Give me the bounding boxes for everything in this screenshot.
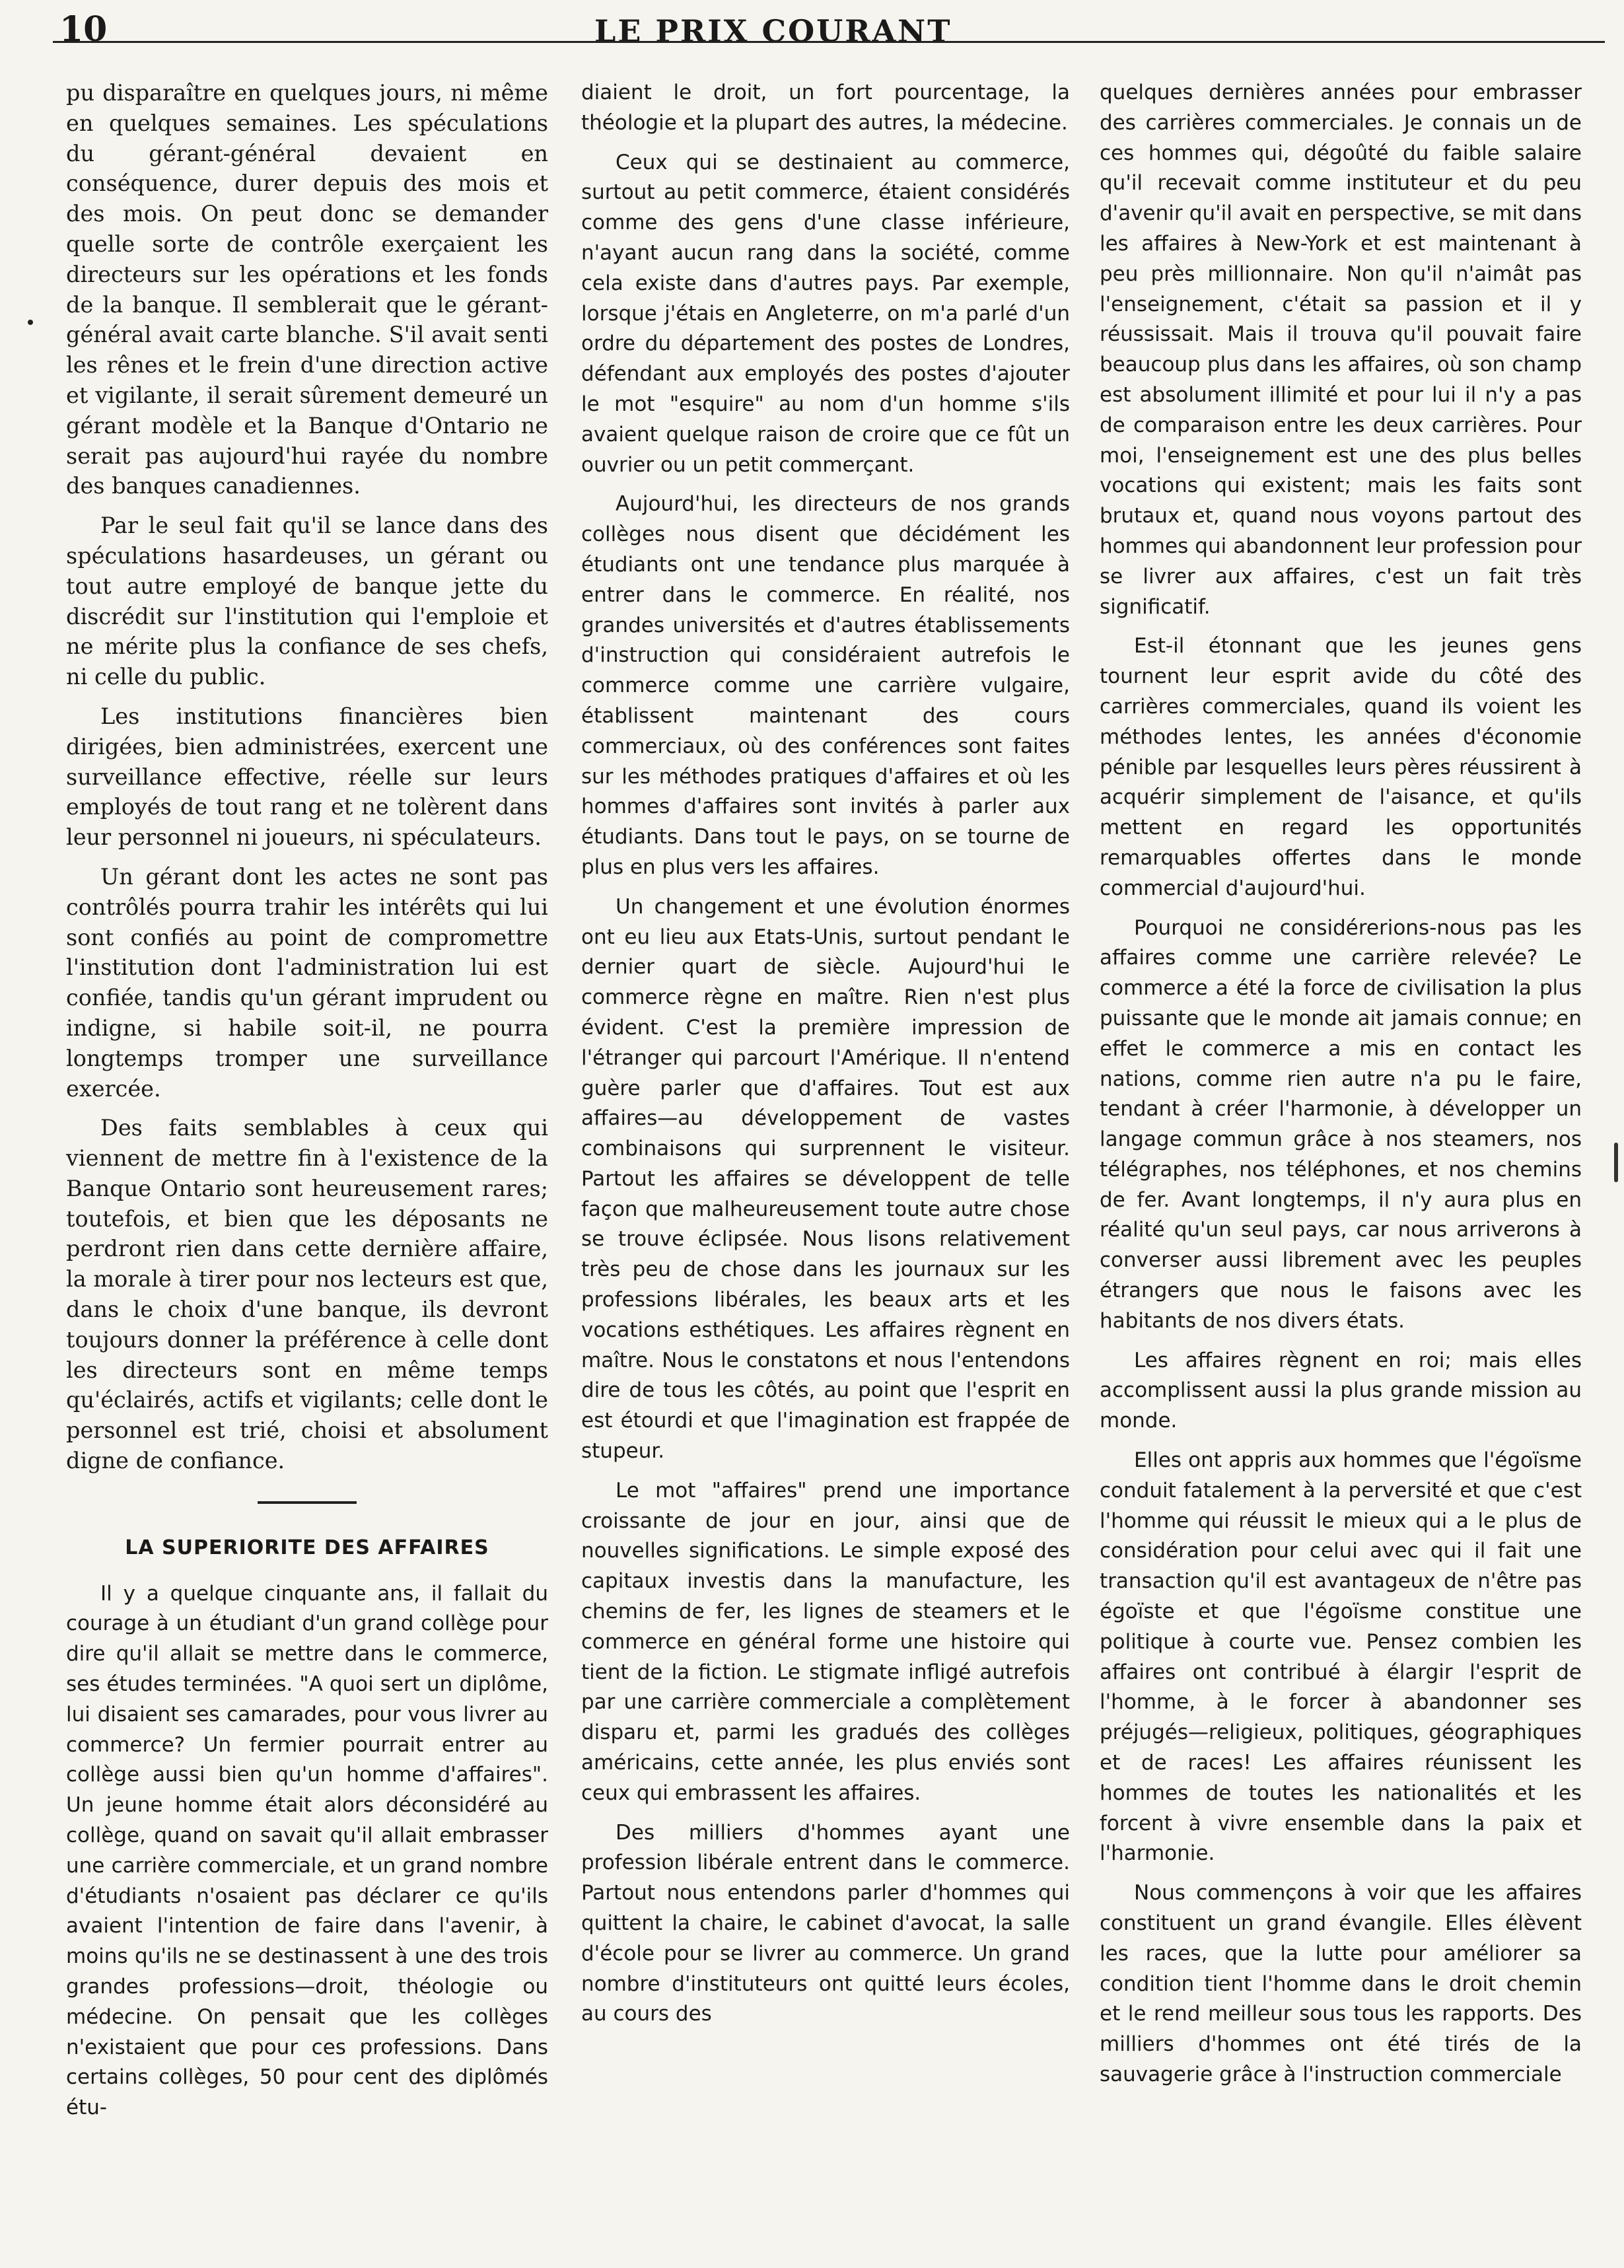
- paragraph: Des milliers d'hommes ayant une profession libérale entrent dans le commerce. Partout nous entendons parler d'hommes qui quittent la chaire, le cabinet d'avocat, la salle d'école pour se livrer au commerce. Un grand nombre d'instituteurs ont quitté leurs écoles, au cours des: [581, 1820, 1070, 2026]
- column-3: [1100, 78, 1582, 2100]
- column-2: [581, 78, 1070, 2039]
- paragraph: pu disparaître en quelques jours, ni même en quelques semaines. Les spéculations du gérant-général devaient en conséquence, durer depuis des mois et des mois. On peut donc se demander quelle sorte de contrôle exerçaient les directeurs sur les opérations et les fonds de la banque. Il semblerait que le gérant-général avait carte blanche. S'il avait senti les rênes et le frein d'une direction active et vigilante, il serait sûrement demeuré un gérant modèle et la Banque d'Ontario ne serait pas aujourd'hui rayée du nombre des banques canadiennes.: [66, 80, 548, 499]
- paragraph: Des faits semblables à ceux qui viennent de mettre fin à l'existence de la Banque Ontario sont heureusement rares; toutefois, et bien que les déposants ne perdront rien dans cette dernière affaire, la morale à tirer pour nos lecteurs est que, dans le choix d'une banque, ils devront toujours donner la préférence à celle dont les directeurs sont en même temps qu'éclairés, actifs et vigilants; celle dont le personnel est trié, choisi et absolument digne de confiance.: [66, 1115, 548, 1474]
- paragraph: Elles ont appris aux hommes que l'égoïsme conduit fatalement à la perversité et que c'est l'homme qui réussit le mieux qui a le plus de considération pour celui avec qui il fait une transaction qu'il est avantageux de n'être pas égoïste et que l'égoïsme constitue une politique à courte vue. Pensez combien les affaires ont contribué à élargir l'esprit de l'homme, à le forcer à abandonner ses préjugés—religieux, politiques, géographiques et de races! Les affaires réunissent les hommes de toutes les nationalités et les forcent à vivre ensemble dans la paix et l'harmonie.: [1100, 1448, 1582, 1866]
- paragraph: Nous commençons à voir que les affaires constituent un grand évangile. Elles élèvent les races, que la lutte pour améliorer sa condition tient l'homme dans le droit chemin et le rend meilleur sous tous les rapports. Des milliers d'hommes ont été tirés de la sauvagerie grâce à l'instruction commerciale: [1100, 1881, 1582, 2086]
- publication-title: LE PRIX COURANT: [594, 13, 952, 49]
- page-header: [53, 7, 1611, 53]
- margin-mark: [28, 320, 33, 325]
- paragraph: Un gérant dont les actes ne sont pas contrôlés pourra trahir les intérêts qui lui sont confiés au point de compromettre l'institution dont l'administration lui est confiée, tandis qu'un gérant imprudent ou indigne, si habile soit-il, ne pourra longtemps tromper une surveillance exercée.: [66, 863, 548, 1102]
- paragraph: Est-il étonnant que les jeunes gens tournent leur esprit avide du côté des carrières commerciales, quand ils voient les méthodes lentes, les années d'économie pénible par lesquelles leurs pères réussirent à acquérir simplement de l'aisance, et qu'ils mettent en regard les opportunités remarquables offertes dans le monde commercial d'aujourd'hui.: [1100, 634, 1582, 900]
- paragraph: Ceux qui se destinaient au commerce, surtout au petit commerce, étaient considérés comme des gens d'une classe inférieure, n'ayant aucun rang dans la société, comme cela existe dans d'autres pays. Par exemple, lorsque j'étais en Angleterre, on m'a parlé d'un ordre du département des postes de Londres, défendant aux employés des postes d'ajouter le mot "esquire" au nom d'un homme s'ils avaient quelque raison de croire que ce fût un ouvrier ou un petit commerçant.: [581, 150, 1070, 477]
- paragraph: Les affaires règnent en roi; mais elles accomplissent aussi la plus grande mission au monde.: [1100, 1348, 1582, 1433]
- column-1: [66, 78, 548, 2133]
- paragraph: Il y a quelque cinquante ans, il fallait du courage à un étudiant d'un grand collège pour dire qu'il allait se mettre dans le commerce, ses études terminées. "A quoi sert un diplôme, lui disaient ses camarades, pour vous livrer au commerce? Un fermier pourrait entrer au collège aussi bien qu'un homme d'affaires". Un jeune homme était alors déconsidéré au collège, quand on savait qu'il allait embrasser une carrière commerciale, et un grand nombre d'étudiants n'osaient pas déclarer ce qu'ils avaient l'intention de faire dans l'avenir, à moins qu'ils ne se destinassent à une des trois grandes professions—droit, théologie ou médecine. On pensait que les collèges n'existaient que pour ces professions. Dans certains collèges, 50 pour cent des diplômés étu-: [66, 1581, 548, 2120]
- paragraph: quelques dernières années pour embrasser des carrières commerciales. Je connais un de ces hommes qui, dégoûté du faible salaire qu'il recevait comme instituteur et du peu d'avenir qu'il avait en perspective, se mit dans les affaires à New-York et est maintenant à peu près millionnaire. Non qu'il n'aimât pas l'enseignement, c'était sa passion et il y réussissait. Mais il trouva qu'il pouvait faire beaucoup plus dans les affaires, où son champ est absolument illimité et pour lui il n'y a pas de comparaison entre les deux carrières. Pour moi, l'enseignement est une des plus belles vocations qui existent; mais les faits sont brutaux et, quand nous voyons partout des hommes qui abandonnent leur profession pour se livrer aux affaires, c'est un fait très significatif.: [1100, 81, 1582, 619]
- edge-mark: [1614, 1143, 1618, 1182]
- section-divider: [258, 1501, 357, 1504]
- paragraph: Les institutions financières bien dirigées, bien administrées, exercent une surveillance effective, réelle sur leurs employés de tout rang et ne tolèrent dans leur personnel ni joueurs, ni spéculateurs.: [66, 703, 548, 851]
- paragraph: Un changement et une évolution énormes ont eu lieu aux Etats-Unis, surtout pendant le dernier quart de siècle. Aujourd'hui le commerce règne en maître. Rien n'est plus évident. C'est la première impression de l'étranger qui parcourt l'Amérique. Il n'entend guère parler que d'affaires. Tout est aux affaires—au développement de vastes combinaisons qui surprennent le visiteur. Partout les affaires se développent de telle façon que malheureusement toute autre chose se trouve éclipsée. Nous lisons relativement très peu de chose dans les journaux sur les professions libérales, les beaux arts et les vocations esthétiques. Les affaires règnent en maître. Nous le constatons et nous l'entendons dire de tous les côtés, au point que l'esprit en est étourdi et que l'imagination est frappée de stupeur.: [581, 894, 1070, 1464]
- paragraph: Le mot "affaires" prend une importance croissante de jour en jour, ainsi que de nouvelles significations. Le simple exposé des capitaux investis dans la manufacture, les chemins de fer, les lignes de steamers et le commerce en général forme une histoire qui tient de la fiction. Le stigmate infligé autrefois par une carrière commerciale a complètement disparu et, parmi les gradués des collèges américains, cette année, les plus enviés sont ceux qui embrassent les affaires.: [581, 1478, 1070, 1805]
- paragraph: Par le seul fait qu'il se lance dans des spéculations hasardeuses, un gérant ou tout autre employé de banque jette du discrédit sur l'institution qui l'emploie et ne mérite plus la confiance de ses chefs, ni celle du public.: [66, 513, 548, 690]
- paragraph: diaient le droit, un fort pourcentage, la théologie et la plupart des autres, la médecine.: [581, 81, 1070, 135]
- header-rule: [53, 41, 1605, 43]
- page-number: 10: [59, 9, 108, 50]
- paragraph: Pourquoi ne considérerions-nous pas les affaires comme une carrière relevée? Le commerce a été la force de civilisation la plus puissante que le monde ait jamais connue; en effet le commerce a mis en contact les nations, comme rien autre n'a pu le faire, tendant à créer l'harmonie, à développer un langage commun grâce à nos steamers, nos télégraphes, nos téléphones, et nos chemins de fer. Avant longtemps, il n'y aura plus en réalité qu'un seul pays, car nous arriverons à converser aussi librement avec les peuples étrangers que nous le faisons avec les habitants de nos divers états.: [1100, 915, 1582, 1333]
- section-heading: LA SUPERIORITE DES AFFAIRES: [125, 1536, 489, 1559]
- paragraph: Aujourd'hui, les directeurs de nos grands collèges nous disent que décidément les étudiants ont une tendance plus marquée à entrer dans le commerce. En réalité, nos grandes universités et d'autres établissements d'instruction qui considéraient autrefois le commerce comme une carrière vulgaire, établissent maintenant des cours commerciaux, où des conférences sont faites sur les méthodes pratiques d'affaires et où les hommes d'affaires sont invités à parler aux étudiants. Dans tout le pays, on se tourne de plus en plus vers les affaires.: [581, 492, 1070, 879]
